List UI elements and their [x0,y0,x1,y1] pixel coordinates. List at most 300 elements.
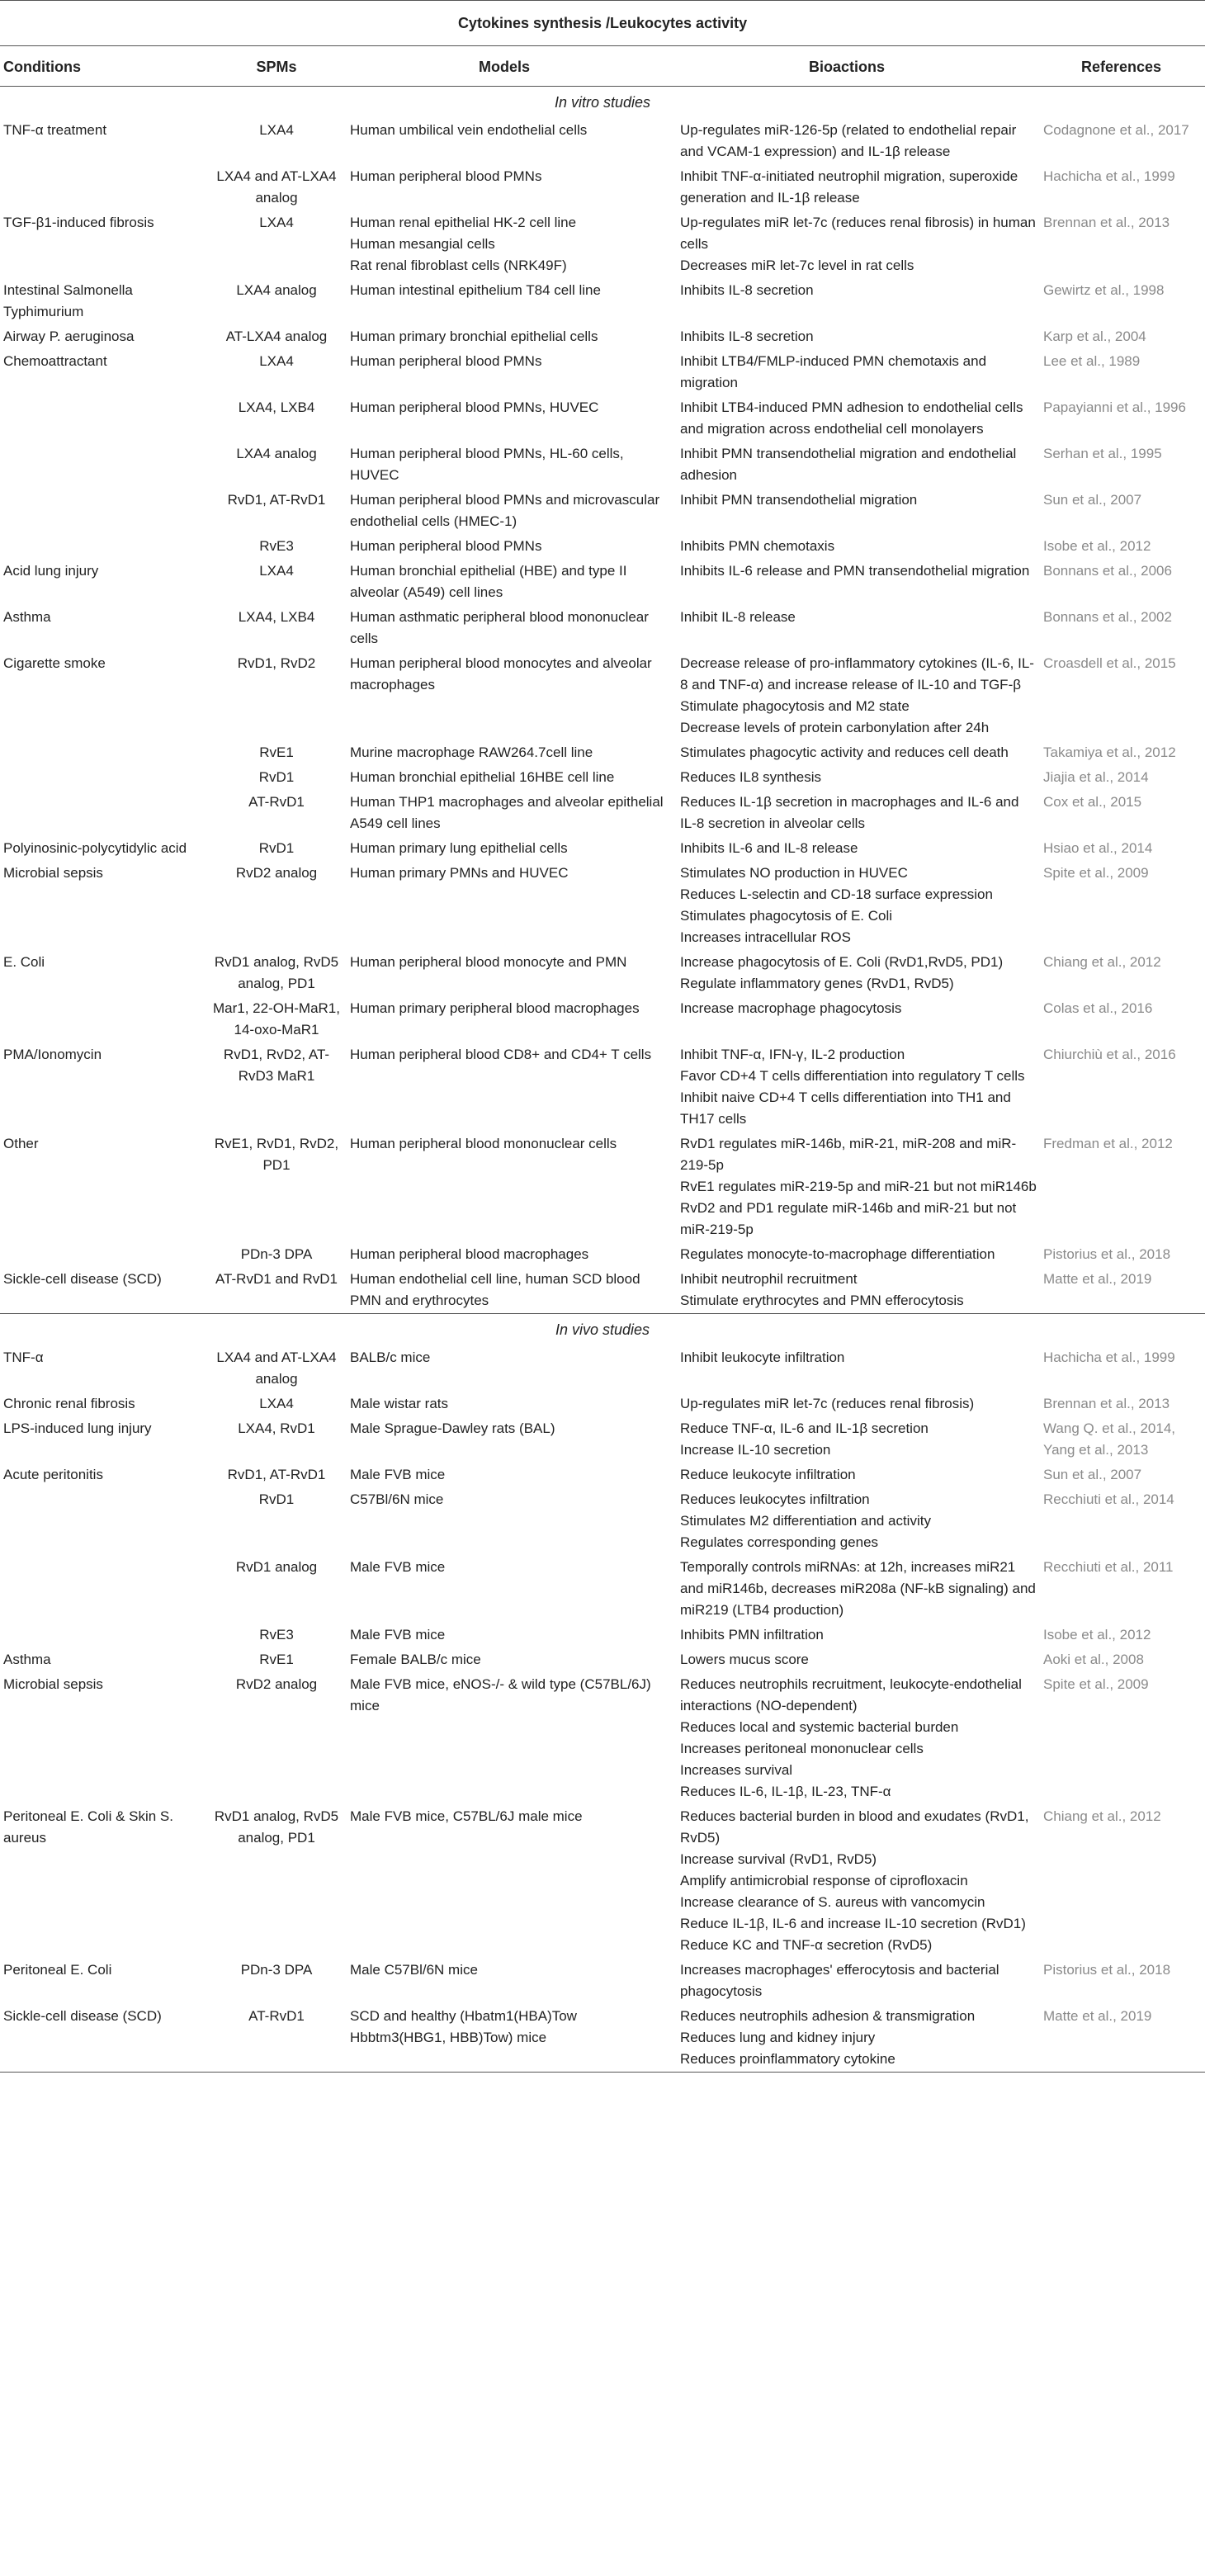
reference-cell: Hachicha et al., 1999 [1043,168,1175,184]
models-cell [347,1647,677,1672]
bioactions-cell [677,765,1040,790]
models-cell [347,1392,677,1416]
spm-cell: RvD1 [258,769,295,785]
condition-cell [0,395,206,442]
models-cell [347,559,677,605]
table-row [0,395,1205,442]
bioaction-line: Regulates monocyte-to-macrophage differentiation [680,1246,995,1262]
bioactions-cell [677,559,1040,605]
bioaction-line: Inhibit naive CD+4 T cells differentiation into TH1 and TH17 cells [680,1089,1011,1127]
model-line: Human primary PMNs and HUVEC [350,865,569,881]
reference-cell: Isobe et al., 2012 [1043,1627,1151,1642]
spm-cell: LXA4 and AT-LXA4 analog [216,1349,337,1387]
condition-cell [0,996,206,1042]
model-line: Human peripheral blood PMNs, HL-60 cells, HUVEC [350,446,624,483]
condition-cell: Sickle-cell disease (SCD) [3,1271,162,1287]
models-cell [347,790,677,836]
reference-cell: Gewirtz et al., 1998 [1043,282,1165,298]
condition-cell [0,790,206,836]
model-line: Human peripheral blood PMNs [350,168,542,184]
table-row [0,1345,1205,1392]
model-line: Human primary lung epithelial cells [350,840,568,856]
model-line: Human bronchial epithelial (HBE) and type II alveolar (A549) cell lines [350,563,627,600]
model-line: Human peripheral blood mononuclear cells [350,1136,617,1151]
condition-cell: Polyinosinic-polycytidylic acid [3,840,187,856]
model-line: Human intestinal epithelium T84 cell line [350,282,601,298]
model-line: Human mesangial cells [350,236,495,252]
reference-cell: Brennan et al., 2013 [1043,1396,1170,1411]
bioaction-line: Reduces L-selectin and CD-18 surface expression [680,886,993,902]
bioaction-line: Inhibits PMN chemotaxis [680,538,835,554]
spm-cell: RvD1 analog [235,1559,318,1575]
condition-cell: Asthma [3,609,51,625]
condition-cell [0,1555,206,1623]
model-line: Human THP1 macrophages and alveolar epithelial A549 cell lines [350,794,664,831]
model-line: Male Sprague-Dawley rats (BAL) [350,1420,555,1436]
model-line: C57Bl/6N mice [350,1491,444,1507]
spm-cell: PDn-3 DPA [240,1962,313,1978]
bioactions-cell [677,950,1040,996]
model-line: Human bronchial epithelial 16HBE cell line [350,769,615,785]
bioactions-cell [677,1345,1040,1392]
model-line: Human peripheral blood macrophages [350,1246,589,1262]
condition-cell: Acid lung injury [3,563,99,579]
reference-cell: Spite et al., 2009 [1043,865,1149,881]
bioaction-line: Regulates corresponding genes [680,1534,879,1550]
bioaction-line: RvD1 regulates miR-146b, miR-21, miR-208 and miR-219-5p [680,1136,1017,1173]
bioactions-cell [677,1416,1040,1463]
bioactions-cell [677,1242,1040,1267]
reference-cell: Fredman et al., 2012 [1043,1136,1173,1151]
models-cell [347,1345,677,1392]
model-line: Male FVB mice [350,1559,446,1575]
bioaction-line: Inhibit neutrophil recruitment [680,1271,858,1287]
bioactions-cell [677,395,1040,442]
spm-cell: PDn-3 DPA [240,1246,313,1262]
model-line: Human asthmatic peripheral blood mononuclear cells [350,609,649,646]
bioaction-line: Inhibit PMN transendothelial migration [680,492,918,508]
models-cell [347,1416,677,1463]
bioactions-cell [677,836,1040,861]
model-line: Murine macrophage RAW264.7cell line [350,744,593,760]
bioaction-line: Increase macrophage phagocytosis [680,1000,902,1016]
bioactions-cell [677,1647,1040,1672]
models-cell [347,395,677,442]
reference-cell: Wang Q. et al., 2014, Yang et al., 2013 [1043,1420,1176,1458]
condition-cell: Peritoneal E. Coli & Skin S. aureus [3,1808,173,1846]
table-row [0,1392,1205,1416]
bioaction-line: Inhibit TNF-α-initiated neutrophil migration, superoxide generation and IL-1β release [680,168,1018,206]
bioactions-cell [677,164,1040,210]
bioaction-line: Reduces neutrophils adhesion & transmigration [680,2008,976,2024]
model-line: Human peripheral blood PMNs and microvascular endothelial cells (HMEC-1) [350,492,660,529]
table-row [0,1416,1205,1463]
spm-cell: RvE1 [259,744,294,760]
reference-cell: Aoki et al., 2008 [1043,1652,1144,1667]
bioaction-line: Increase clearance of S. aureus with vancomycin [680,1894,985,1910]
models-cell [347,1463,677,1487]
models-cell [347,1042,677,1132]
spm-cell: Mar1, 22-OH-MaR1, 14-oxo-MaR1 [213,1000,340,1037]
table-row [0,740,1205,765]
model-line: Human peripheral blood CD8+ and CD4+ T cells [350,1047,652,1062]
table-row [0,210,1205,278]
bioaction-line: Increase phagocytosis of E. Coli (RvD1,RvD5, PD1) [680,954,1004,970]
model-line: Human peripheral blood monocyte and PMN [350,954,627,970]
models-cell [347,836,677,861]
bioaction-line: Reduce leukocyte infiltration [680,1467,856,1482]
bioaction-line: Reduces IL-1β secretion in macrophages and IL-6 and IL-8 secretion in alveolar cells [680,794,1019,831]
bioaction-line: Inhibit LTB4/FMLP-induced PMN chemotaxis and migration [680,353,987,390]
table-row [0,861,1205,950]
model-line: Human peripheral blood PMNs [350,353,542,369]
bioaction-line: Reduces lung and kidney injury [680,2030,876,2045]
reference-cell: Papayianni et al., 1996 [1043,399,1186,415]
bioaction-line: Reduce IL-1β, IL-6 and increase IL-10 secretion (RvD1) [680,1916,1026,1931]
models-cell [347,442,677,488]
condition-cell: Cigarette smoke [3,655,106,671]
condition-cell [0,164,206,210]
models-cell [347,324,677,349]
models-cell [347,2004,677,2073]
header-spms: SPMs [206,46,347,87]
table-row [0,1042,1205,1132]
table-row [0,1487,1205,1555]
bioactions-cell [677,324,1040,349]
bioactions-cell [677,1042,1040,1132]
spm-cell: LXA4 [259,563,294,579]
table-row [0,1672,1205,1804]
table-row [0,2004,1205,2073]
models-cell [347,349,677,395]
condition-cell: Microbial sepsis [3,865,103,881]
bioaction-line: Increases macrophages' efferocytosis and bacterial phagocytosis [680,1962,999,1999]
reference-cell: Bonnans et al., 2002 [1043,609,1172,625]
condition-cell [0,488,206,534]
reference-cell: Brennan et al., 2013 [1043,215,1170,230]
models-cell [347,278,677,324]
table-row [0,324,1205,349]
condition-cell [0,740,206,765]
model-line: BALB/c mice [350,1349,431,1365]
reference-cell: Chiang et al., 2012 [1043,1808,1161,1824]
bioaction-line: Reduce TNF-α, IL-6 and IL-1β secretion [680,1420,929,1436]
bioactions-cell [677,2004,1040,2073]
model-line: SCD and healthy (Hbatm1(HBA)Tow Hbbtm3(HBG1, HBB)Tow) mice [350,2008,577,2045]
condition-cell: Acute peritonitis [3,1467,103,1482]
table-row [0,1958,1205,2004]
table-row [0,651,1205,740]
table-row [0,605,1205,651]
bioaction-line: Reduces IL-6, IL-1β, IL-23, TNF-α [680,1784,891,1799]
table-row [0,1647,1205,1672]
reference-cell: Sun et al., 2007 [1043,1467,1142,1482]
model-line: Male wistar rats [350,1396,449,1411]
models-cell [347,996,677,1042]
bioaction-line: Reduces neutrophils recruitment, leukocyte-endothelial interactions (NO-dependent) [680,1676,1022,1713]
reference-cell: Spite et al., 2009 [1043,1676,1149,1692]
spm-cell: RvE3 [259,538,294,554]
model-line: Human peripheral blood PMNs, HUVEC [350,399,599,415]
condition-cell: TNF-α treatment [3,122,107,138]
model-line: Human primary bronchial epithelial cells [350,328,598,344]
bioaction-line: Amplify antimicrobial response of ciprofloxacin [680,1873,968,1888]
bioactions-cell [677,605,1040,651]
models-cell [347,1267,677,1314]
reference-cell: Jiajia et al., 2014 [1043,769,1149,785]
spm-cell: AT-RvD1 [248,794,305,810]
condition-cell [0,1487,206,1555]
bioaction-line: Reduce KC and TNF-α secretion (RvD5) [680,1937,933,1953]
bioactions-cell [677,996,1040,1042]
reference-cell: Hachicha et al., 1999 [1043,1349,1175,1365]
bioaction-line: Increase survival (RvD1, RvD5) [680,1851,877,1867]
spm-cell: LXA4 [259,353,294,369]
bioactions-cell [677,790,1040,836]
reference-cell: Takamiya et al., 2012 [1043,744,1176,760]
table-row [0,349,1205,395]
bioactions-cell [677,1463,1040,1487]
bioaction-line: Decrease levels of protein carbonylation after 24h [680,720,990,735]
model-line: Human umbilical vein endothelial cells [350,122,588,138]
section-title: In vivo studies [0,1314,1205,1346]
bioactions-cell [677,1804,1040,1958]
models-cell [347,1487,677,1555]
bioaction-line: Decreases miR let-7c level in rat cells [680,258,914,273]
bioaction-line: Inhibits IL-8 secretion [680,328,814,344]
models-cell [347,488,677,534]
models-cell [347,950,677,996]
bioactions-cell [677,118,1040,164]
reference-cell: Serhan et al., 1995 [1043,446,1162,461]
spm-cell: RvE1, RvD1, RvD2, PD1 [214,1136,339,1173]
spm-cell: RvD1 [258,840,295,856]
models-cell [347,1804,677,1958]
models-cell [347,1555,677,1623]
models-cell [347,1132,677,1242]
reference-cell: Bonnans et al., 2006 [1043,563,1172,579]
spm-cell: RvD2 analog [235,1676,318,1692]
condition-cell: PMA/Ionomycin [3,1047,102,1062]
bioactions-cell [677,442,1040,488]
spm-cell: LXA4 [259,1396,294,1411]
spm-cell: LXA4 [259,122,294,138]
spm-cell: LXA4 analog [236,282,317,298]
header-references: References [1040,46,1205,87]
bioactions-cell [677,349,1040,395]
bioaction-line: Increases survival [680,1762,793,1778]
spm-cell: RvD1 analog, RvD5 analog, PD1 [214,1808,339,1846]
models-cell [347,210,677,278]
spm-cell: RvD1, AT-RvD1 [227,1467,326,1482]
bioactions-cell [677,1623,1040,1647]
reference-cell: Cox et al., 2015 [1043,794,1142,810]
condition-cell: Chemoattractant [3,353,107,369]
spm-cell: RvD1 analog, RvD5 analog, PD1 [214,954,339,991]
bioactions-cell [677,651,1040,740]
reference-cell: Pistorius et al., 2018 [1043,1962,1171,1978]
reference-cell: Matte et al., 2019 [1040,2004,1205,2073]
bioaction-line: Reduces IL8 synthesis [680,769,822,785]
condition-cell: Microbial sepsis [3,1676,103,1692]
table-row [0,996,1205,1042]
condition-cell [0,442,206,488]
bioactions-cell [677,278,1040,324]
models-cell [347,1958,677,2004]
bioactions-cell [677,1555,1040,1623]
table-row [0,950,1205,996]
table-row [0,559,1205,605]
bioactions-cell [677,1958,1040,2004]
table-row [0,790,1205,836]
model-line: Rat renal fibroblast cells (NRK49F) [350,258,567,273]
spm-cell: RvE1 [259,1652,294,1667]
spm-cell: LXA4, LXB4 [238,399,315,415]
spm-cell: RvE3 [259,1627,294,1642]
header-models: Models [347,46,677,87]
condition-cell: E. Coli [3,954,45,970]
model-line: Human primary peripheral blood macrophages [350,1000,640,1016]
spm-cell: AT-RvD1 and RvD1 [215,1271,338,1287]
bioaction-line: RvD2 and PD1 regulate miR-146b and miR-21 but not miR-219-5p [680,1200,1017,1237]
bioactions-cell [677,210,1040,278]
models-cell [347,164,677,210]
models-cell [347,740,677,765]
bioaction-line: Up-regulates miR let-7c (reduces renal fibrosis) [680,1396,975,1411]
spm-cell: LXA4, LXB4 [238,609,315,625]
condition-cell: TNF-α [3,1349,44,1365]
reference-cell: Karp et al., 2004 [1043,328,1146,344]
header-bioactions: Bioactions [677,46,1040,87]
spm-cell: RvD1 [258,1491,295,1507]
reference-cell: Croasdell et al., 2015 [1043,655,1176,671]
bioactions-cell [677,1392,1040,1416]
bioactions-cell [677,740,1040,765]
bioaction-line: Reduces leukocytes infiltration [680,1491,870,1507]
bioactions-cell [677,861,1040,950]
table-row [0,1132,1205,1242]
bioaction-line: Inhibits IL-6 and IL-8 release [680,840,858,856]
bioactions-cell [677,1672,1040,1804]
models-cell [347,605,677,651]
condition-cell [0,534,206,559]
table-caption: Cytokines synthesis /Leukocytes activity [0,1,1205,46]
bioaction-line: Inhibit PMN transendothelial migration and endothelial adhesion [680,446,1017,483]
condition-cell: Intestinal Salmonella Typhimurium [3,282,133,319]
bioaction-line: Decrease release of pro-inflammatory cytokines (IL-6, IL-8 and TNF-α) and increase release of IL-10 and TGF-β [680,655,1034,692]
reference-cell: Recchiuti et al., 2014 [1043,1491,1174,1507]
models-cell [347,118,677,164]
condition-cell: Peritoneal E. Coli [3,1962,112,1978]
bioactions-cell [677,488,1040,534]
bioaction-line: Up-regulates miR let-7c (reduces renal fibrosis) in human cells [680,215,1036,252]
bioaction-line: Inhibit TNF-α, IFN-γ, IL-2 production [680,1047,905,1062]
section-title: In vitro studies [554,94,651,111]
bioaction-line: Favor CD+4 T cells differentiation into regulatory T cells [680,1068,1025,1084]
bioaction-line: Increase IL-10 secretion [680,1442,831,1458]
model-line: Male FVB mice, C57BL/6J male mice [350,1808,583,1824]
bioaction-line: Increases peritoneal mononuclear cells [680,1741,924,1756]
reference-cell: Chiang et al., 2012 [1043,954,1161,970]
spm-cell: AT-RvD1 [206,2004,347,2073]
condition-cell: Asthma [3,1652,51,1667]
spm-cell: LXA4 analog [236,446,317,461]
bioaction-line: Reduces local and systemic bacterial burden [680,1719,959,1735]
reference-cell: Matte et al., 2019 [1043,1271,1152,1287]
spm-cell: RvD1, AT-RvD1 [227,492,326,508]
table-row [0,765,1205,790]
bioaction-line: Inhibits IL-6 release and PMN transendothelial migration [680,563,1030,579]
reference-cell: Pistorius et al., 2018 [1043,1246,1171,1262]
bioaction-line: Inhibit LTB4-induced PMN adhesion to endothelial cells and migration across endothelial cell monolayers [680,399,1023,437]
reference-cell: Sun et al., 2007 [1043,492,1142,508]
bioaction-line: Temporally controls miRNAs: at 12h, increases miR21 and miR146b, decreases miR208a (NF-kB signaling) and miR219 (LTB4 production) [680,1559,1036,1618]
table-row [0,1242,1205,1267]
spm-cell: RvD1, RvD2 [237,655,316,671]
reference-cell: Codagnone et al., 2017 [1043,122,1189,138]
table-row [0,1804,1205,1958]
model-line: Male FVB mice [350,1627,446,1642]
bioaction-line: Stimulate erythrocytes and PMN efferocytosis [680,1293,964,1308]
condition-cell: Other [3,1136,39,1151]
models-cell [347,1242,677,1267]
bioaction-line: Inhibits PMN infiltration [680,1627,824,1642]
table-row [0,1623,1205,1647]
table-row [0,164,1205,210]
header-conditions: Conditions [0,46,206,87]
reference-cell: Hsiao et al., 2014 [1043,840,1153,856]
model-line: Male FVB mice [350,1467,446,1482]
models-cell [347,1672,677,1804]
condition-cell [0,1623,206,1647]
bioactions-cell [677,1487,1040,1555]
models-cell [347,765,677,790]
bioaction-line: Stimulates M2 differentiation and activity [680,1513,931,1529]
bioaction-line: Increases intracellular ROS [680,929,851,945]
model-line: Human peripheral blood monocytes and alveolar macrophages [350,655,652,692]
bioaction-line: Up-regulates miR-126-5p (related to endothelial repair and VCAM-1 expression) and IL-1β release [680,122,1017,159]
section-row [0,87,1205,119]
spm-cell: RvD1, RvD2, AT-RvD3 MaR1 [223,1047,330,1084]
models-cell [347,651,677,740]
spm-cell: LXA4 [259,215,294,230]
reference-cell: Recchiuti et al., 2011 [1043,1559,1174,1575]
condition-cell [0,1242,206,1267]
model-line: Human peripheral blood PMNs [350,538,542,554]
models-cell [347,861,677,950]
condition-cell: Sickle-cell disease (SCD) [0,2004,206,2073]
condition-cell: Chronic renal fibrosis [3,1396,135,1411]
table-row [0,1555,1205,1623]
table-row [0,488,1205,534]
bioaction-line: Reduces bacterial burden in blood and exudates (RvD1, RvD5) [680,1808,1029,1846]
table-row [0,442,1205,488]
bioaction-line: Inhibit IL-8 release [680,609,796,625]
model-line: Human renal epithelial HK-2 cell line [350,215,577,230]
bioactions-cell [677,1267,1040,1314]
condition-cell: LPS-induced lung injury [3,1420,152,1436]
bioaction-line: Inhibits IL-8 secretion [680,282,814,298]
bioaction-line: Stimulate phagocytosis and M2 state [680,698,910,714]
bioaction-line: Stimulates phagocytic activity and reduces cell death [680,744,1009,760]
condition-cell: Airway P. aeruginosa [3,328,135,344]
models-cell [347,1623,677,1647]
table-row [0,1463,1205,1487]
table-row [0,836,1205,861]
bioactions-cell [677,534,1040,559]
spm-cell: AT-LXA4 analog [225,328,328,344]
bioaction-line: Inhibit leukocyte infiltration [680,1349,845,1365]
